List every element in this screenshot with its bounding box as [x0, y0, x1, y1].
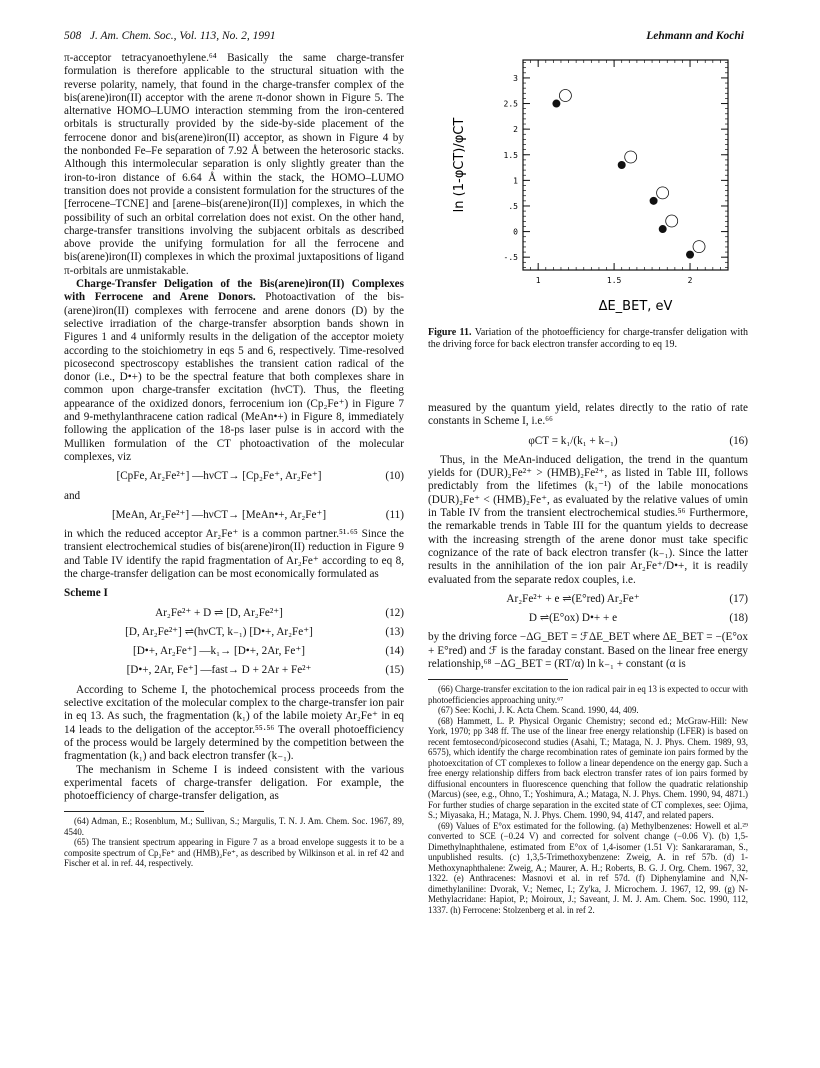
molecule-structure-icon — [666, 215, 678, 227]
paragraph: by the driving force −ΔG_BET = ℱΔE_BET where ΔE_BET = −(E°ox + E°red) and ℱ is the faraday constant. Based on the linear free energy relationship,⁶⁸ −ΔG_BET = (RT/α) ln k₋₁ + constant (α is — [428, 631, 748, 671]
data-point — [618, 161, 626, 169]
footnote-68: (68) Hammett, L. P. Physical Organic Chemistry; second ed.; McGraw-Hill: New York, 1970; pp 348 ff. The use of the linear free energy relationship (LFER) is based on recent femtosecond/picosecond studies (Asahi, T.; Mataga, N. J. Phys. Chem. 1989, 93, 6575), which identify the charge recombination rates of geminate ion pairs formed by the photoexcitation of CT complexes to follow a linear dependence on the energy gap. Such a free energy relationship differs from back electron transfer rates of ion pairs formed by diffusional encounters in fluorescence quenching that follow the quadratic relationship (Marcus) (see, e.g., Ohno, T.; Yoshimura, A.; Mataga, N. J. Phys. Chem. 1990, 94, 4871.) For further studies of charge separation in the excited state of CT complexes, see: Ojima, S.; Miyasaka, H.; Mataga, N. J. Phys. Chem. 1990, 94, 4147, and related papers. — [428, 715, 748, 821]
equation-body: Ar₂Fe²⁺ + D ⇌ [D, Ar₂Fe²⁺] — [155, 606, 283, 619]
paragraph: The mechanism in Scheme I is indeed consistent with the various experimental facets of charge-transfer deligation. For example, the photoefficiency of charge-transfer deligation, as — [64, 763, 404, 803]
section-paragraph — [64, 278, 404, 464]
page-number: 508 — [64, 30, 82, 42]
scatter-chart — [428, 52, 748, 327]
footnote-65: (65) The transient spectrum appearing in Figure 7 as a broad envelope suggests it to be a composite spectrum of Cp₂Fe⁺ and (HMB)₂Fe⁺, as described by Wilkinson et al. in ref 42 and Fischer et al. in ref. 44, respectively. — [64, 837, 404, 869]
equation-13 — [64, 626, 404, 639]
equation-body: [D•+, Ar₂Fe⁺] —k₁→ [D•+, 2Ar, Fe⁺] — [133, 645, 305, 658]
equation-15 — [64, 664, 404, 677]
y-tick-label: 1 — [513, 176, 518, 186]
x-tick-label: 2 — [687, 276, 693, 285]
equation-12 — [64, 607, 404, 620]
data-point — [686, 251, 694, 259]
equation-number: (11) — [385, 508, 404, 521]
left-column — [64, 52, 404, 869]
x-tick-label: 1 — [535, 276, 541, 285]
x-tick-label: 1.5 — [606, 276, 622, 285]
equation-17 — [428, 593, 748, 606]
data-point — [552, 100, 560, 108]
equation-number: (15) — [385, 664, 404, 677]
equation-number: (12) — [385, 606, 404, 619]
equation-number: (18) — [729, 612, 748, 625]
molecule-structure-icon — [693, 241, 705, 253]
footnote-66: (66) Charge-transfer excitation to the ion radical pair in eq 13 is expected to occur with photoefficiencies approaching unity.⁶⁷ — [428, 684, 748, 705]
data-point — [650, 197, 658, 205]
x-axis-label: ΔE_BET, eV — [598, 299, 673, 314]
caption-label: Figure 11. — [428, 327, 472, 338]
data-point — [659, 225, 667, 233]
journal-citation: J. Am. Chem. Soc., Vol. 113, No. 2, 1991 — [89, 30, 276, 42]
equation-body: φCT = k₁/(k₁ + k₋₁) — [528, 434, 618, 447]
y-tick-label: 1.5 — [503, 150, 518, 160]
paragraph: measured by the quantum yield, relates directly to the ratio of rate constants in Scheme I, i.e.⁶⁶ — [428, 402, 748, 428]
footnotes-left — [64, 816, 404, 869]
paragraph: Thus, in the MeAn-induced deligation, the trend in the quantum yields for (DUR)₂Fe²⁺ > (HMB)₂Fe²⁺, as listed in Table III, follows predictably from the lifetimes (k₁⁻¹) of the labile monocations (DUR)₂Fe⁺ < (HMB)₂Fe⁺, as evaluated by the relative values of υmin in Table IV from the transient electrochemical studies.⁵⁶ Furthermore, the remarkable trends in Table III for the quantum yields to decrease with the increasing strength of the arene donor must take specific cognizance of the rate of back electron transfer (k₋₁). Since the latter results in the annihilation of the ion pair Ar₂Fe⁺/D•+, it is readily evaluated from the separate redox couples, i.e. — [428, 453, 748, 586]
figure-caption — [428, 327, 748, 351]
footnote-rule — [64, 811, 204, 812]
section-heading: Charge-Transfer Deligation of the Bis(arene)iron(II) Complexes with Ferrocene and Arene Donors. — [64, 278, 404, 304]
equation-11 — [64, 509, 404, 522]
footnote-rule — [428, 679, 568, 680]
footnote-64: (64) Adman, E.; Rosenblum, M.; Sullivan, S.; Margulis, T. N. J. Am. Chem. Soc. 1967, 89, 4540. — [64, 816, 404, 837]
equation-body: [CpFe, Ar₂Fe²⁺] —hνCT→ [Cp₂Fe⁺, Ar₂Fe⁺] — [116, 470, 322, 483]
caption-text: Variation of the photoefficiency for charge-transfer deligation with the driving force for back electron transfer according to eq 19. — [428, 327, 749, 350]
scheme-title: Scheme I — [64, 587, 108, 600]
molecule-structure-icon — [559, 90, 571, 102]
paragraph: According to Scheme I, the photochemical process proceeds from the selective excitation of the molecular complex to the charge-transfer ion pair in eq 13. As such, the fragmentation (k₁) of the labile moiety Ar₂Fe⁺ in eq 14 leads to the deligation of the acceptor.⁵⁵·⁵⁶ The overall photoefficiency of the process would be largely determined by the competition between the fragmentation (k₁) and back electron transfer (k₋₁). — [64, 683, 404, 763]
molecule-structure-icon — [657, 187, 669, 199]
y-tick-label: .5 — [508, 201, 518, 211]
footnotes-right — [428, 684, 748, 915]
y-tick-label: -.5 — [503, 253, 518, 263]
equation-body: [D, Ar₂Fe²⁺] ⇌(hνCT, k₋₁) [D•+, Ar₂Fe⁺] — [125, 625, 313, 638]
equation-body: D ⇌(E°ox) D•+ + e — [528, 612, 618, 625]
y-tick-label: 2.5 — [503, 99, 518, 109]
equation-number: (17) — [729, 592, 748, 605]
molecule-structure-icon — [625, 151, 637, 163]
equation-body: Ar₂Fe²⁺ + e ⇌(E°red) Ar₂Fe⁺ — [506, 592, 640, 605]
right-column — [428, 402, 748, 915]
paragraph: π-acceptor tetracyanoethylene.⁶⁴ Basically the same charge-transfer formulation is therefore applicable to the structural situation with the reverse polarity, namely, that found in the charge-transfer complex of the bis(arene)iron(II) acceptor with the arene π-donor shown in Figure 5. The alternative HOMO–LUMO interaction stemming from the iron-centered orbitals is structurally provided by the side-by-side placement of the ferrocene donor and bis(arene)iron(II) acceptor, as shown in Figure 4 by the nonbonded Fe–Fe separation of 7.92 Å between the heterosoric stacks. Although this intermolecular separation is only slightly greater than the iron-to-iron distance of 6.64 Å within the stack, the HOMO–LUMO transition does not provide a consistent formulation for the structures of the [ferrocene–TCNE] and [arene–bis(arene)iron(II)] complexes, in which the possibility of such an orbital correlation does not exist. On the other hand, charge-transfer transitions involving the subjacent orbitals as described above provide the unifying formulation for all the ferrocene and bis(arene)iron(II) complexes in which the proximal juxtapositions of ligand π-orbitals are unmistakable. — [64, 52, 404, 277]
running-header — [64, 30, 744, 42]
paragraph: in which the reduced acceptor Ar₂Fe⁺ is a common partner.⁵¹·⁶⁵ Since the transient electrochemical studies of bis(arene)iron(II) reduction in Figure 9 and Table IV identify the rapid fragmentation of Ar₂Fe⁺ according to eq 8, the charge-transfer deligation can be most economically formulated as — [64, 528, 404, 580]
y-axis-label: ln (1-φCT)/φCT — [452, 117, 467, 213]
y-tick-label: 3 — [513, 73, 518, 83]
y-tick-label: 0 — [513, 227, 518, 237]
y-tick-label: 2 — [513, 125, 518, 135]
equation-16 — [428, 435, 748, 448]
equation-number: (16) — [729, 434, 748, 447]
equation-10 — [64, 470, 404, 483]
equation-body: [MeAn, Ar₂Fe²⁺] —hνCT→ [MeAn•+, Ar₂Fe⁺] — [111, 508, 327, 521]
footnote-67: (67) See: Kochi, J. K. Acta Chem. Scand. 1990, 44, 409. — [438, 705, 639, 716]
paragraph-text: Photoactivation of the bis-(arene)iron(II) complexes with ferrocene and arene donors (D) by the selective irradiation of the charge-transfer absorption bands shown in Figures 1 and 4 uniformly results in the deligation of the acceptor moiety according to the stoichiometry in eqs 5 and 6, respectively. Time-resolved picosecond spectroscopy establishes the transient cation radical of the donor (i.e., D•+) to be the spectral feature that both complexes share in common upon charge-transfer excitation (hνCT). Thus, the fleeting appearance of the oxidized donors, ferrocenium ion (Cp₂Fe⁺) in Figure 7 and 9-methylanthracene cation radical (MeAn•+) in Figure 8, immediately following the application of the 18-ps laser pulse is in accord with the Mulliken formulation of the CT photoactivation of the molecular complexes, viz — [64, 291, 404, 463]
footnote-69: (69) Values of E°ox estimated for the following. (a) Methylbenzenes: Howell et al.²⁹ converted to SCE (−0.24 V) and corrected for solvent change (−0.06 V). (b) 1,5-Dimethylnaphthalene, estimated from E°ox of 1,4-isomer (1.51 V): Sankararaman, S., unpublished results. (c) 1,3,5-Trimethoxybenzene: Zweig, A. in ref 57b. (d) 1-Methoxynaphthalene: Zweig, A.; Maurer, A. H.; Roberts, B. G. J. Org. Chem. 1967, 32, 1322. (e) Anthracenes: Masnovi et al. in ref 57d. (f) Diphenylamine and N,N-dimethylaniline: Dvorak, V.; Nemec, I.; Zy'ka, J. Microchem. J. 1967, 12, 99. (g) N-Methylacridane: Hapiot, P.; Moiroux, J.; Saveant, J. M. J. Am. Chem. Soc. 1990, 112, 1337. (h) Ferrocene: Stolzenberg et al. in ref 2. — [428, 820, 748, 915]
conjunction: and — [64, 489, 81, 502]
equation-number: (13) — [385, 625, 404, 638]
authors: Lehmann and Kochi — [646, 30, 744, 42]
equation-number: (10) — [385, 470, 404, 483]
equation-body: [D•+, 2Ar, Fe⁺] —fast→ D + 2Ar + Fe²⁺ — [126, 664, 312, 677]
equation-number: (14) — [385, 645, 404, 658]
equation-18 — [428, 612, 748, 625]
equation-14 — [64, 645, 404, 658]
